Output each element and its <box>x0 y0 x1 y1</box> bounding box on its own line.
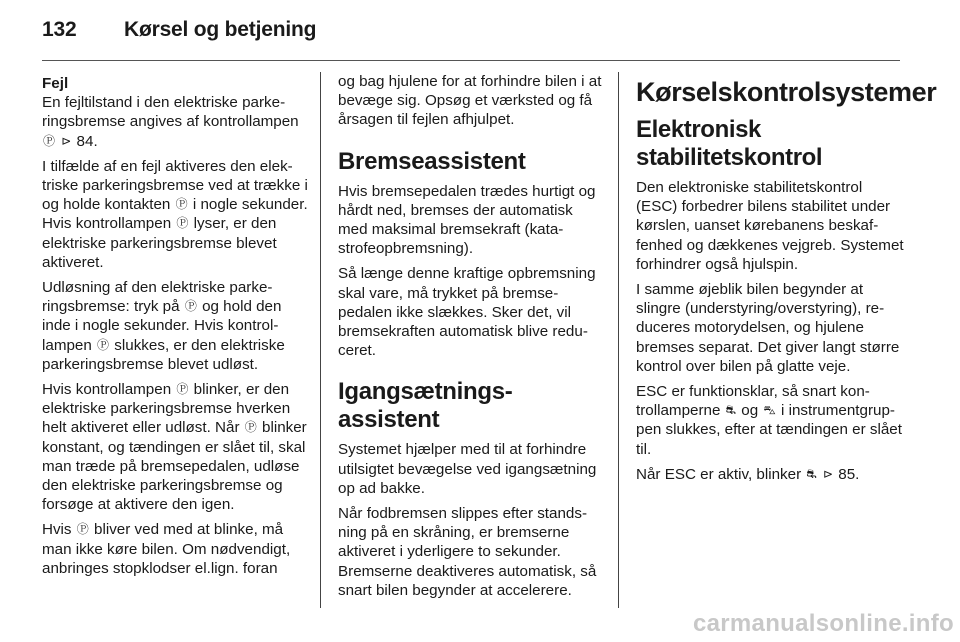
column-divider-2 <box>618 72 619 608</box>
text: Hvis <box>42 521 72 539</box>
brake-warning-icon: Ⓟ <box>97 337 110 352</box>
page-reference-icon: ⊳ <box>822 466 834 481</box>
heading-brake-assist: Bremseassistent <box>338 147 526 175</box>
brake-warning-icon: Ⓟ <box>244 420 257 435</box>
paragraph: Så længe denne kraftige opbremsning skal vare, må trykket på bremsepedalen ikke slækkes. Sker det, vil bremsekraften automatisk blive reduceret. <box>338 265 596 360</box>
text: i instrumentgruppen slukkes, efter at tændingen er slået til. <box>636 402 902 458</box>
text: blinker konstant, og tændingen er slået til, skal man træde på bremsepedalen, udløse den elektriske parkeringsbremse og forsøge at aktivere den igen. <box>42 419 307 514</box>
paragraph: I samme øjeblik bilen begynder at slingre (understyring/overstyring), reduceres motorydelsen, og hjulene bremses separat. Det giver langt større kontrol over bilen på glatte veje. <box>636 281 900 375</box>
heading-driving-control-systems: Kørselskontrolsystemer <box>636 77 937 107</box>
paragraph: Den elektroniske stabilitetskontrol (ESC) forbedrer bilens stabilitet under kørslen, uanset kørebanens beskaffenhed og dækkenes vejgreb. Systemet forhindrer også hjulspin. <box>636 179 904 273</box>
text: og <box>741 402 759 420</box>
brake-warning-icon: Ⓟ <box>184 299 197 314</box>
paragraph: Når fodbremsen slippes efter standsning på en skråning, er bremserne aktiveret i yderligere to sekunder. Bremserne deaktiveres automatisk, så snart bilen begynder at accelerere. <box>338 505 597 599</box>
page-header <box>42 18 902 48</box>
subheading-fault: Fejl <box>42 75 69 92</box>
heading-hill-start-assist: Igangsætnings-assistent <box>338 378 513 434</box>
text: lyser, er den elektriske parkeringsbremse blevet aktiveret. <box>42 215 277 271</box>
page-number: 132 <box>42 18 77 41</box>
brake-warning-icon: Ⓟ <box>43 133 56 148</box>
text: Når ESC er aktiv, blinker <box>636 465 802 483</box>
header-divider <box>42 60 900 61</box>
paragraph: Systemet hjælper med til at forhindre utilsigtet bevægelse ved igangsætning op ad bakke. <box>338 441 597 497</box>
brake-warning-icon: Ⓟ <box>175 197 188 212</box>
chapter-title: Kørsel og betjening <box>124 18 317 41</box>
paragraph <box>42 93 308 151</box>
paragraph: Hvis bremsepedalen trædes hurtigt og hårdt ned, bremses der automatisk med maksimal bremsekraft (katastrofeopbremsning). <box>338 182 596 258</box>
brake-warning-icon: Ⓟ <box>176 216 189 231</box>
text: og hold den inde i nogle sekunder. Hvis kontrollampen <box>42 298 282 354</box>
brake-warning-icon: Ⓟ <box>76 522 89 537</box>
esc-off-lamp-icon: ⛍ <box>763 403 776 418</box>
page-reference: 85. <box>838 465 860 483</box>
column-1 <box>42 74 308 584</box>
watermark: carmanualsonline.info <box>692 610 954 637</box>
paragraph <box>42 157 308 272</box>
paragraph <box>636 382 906 459</box>
page-reference: 84. <box>76 132 98 150</box>
column-2 <box>338 72 604 606</box>
text: slukkes, er den elektriske parkeringsbremse blevet udløst. <box>42 336 285 373</box>
column-3 <box>636 72 937 490</box>
text: i nogle sekunder. Hvis kontrollampen <box>42 196 308 233</box>
text: blinker, er den elektriske parkeringsbremse hverken helt aktiveret eller udløst. Når <box>42 381 291 437</box>
esc-lamp-icon: ⛐ <box>725 403 737 418</box>
text: ESC er funktionsklar, så snart kontrollamperne <box>636 383 870 420</box>
brake-warning-icon: Ⓟ <box>176 382 189 397</box>
paragraph <box>636 465 906 484</box>
esc-lamp-icon: ⛐ <box>806 466 817 481</box>
column-divider-1 <box>320 72 321 608</box>
text: En fejltilstand i den elektriske parkeringsbremse angives af kontrollampen <box>42 94 299 131</box>
text: Udløsning af den elektriske parkeringsbremse: tryk på <box>42 279 273 316</box>
heading-esc: Elektronisk stabilitetskontrol <box>636 116 823 171</box>
text: bliver ved med at blinke, må man ikke køre bilen. Om nødvendigt, anbringes stopklodser el.lign. foran <box>42 521 291 577</box>
paragraph <box>42 380 308 514</box>
paragraph: og bag hjulene for at forhindre bilen i at bevæge sig. Opsøg et værksted og få årsagen til fejlen afhjulpet. <box>338 73 602 129</box>
text: I tilfælde af en fejl aktiveres den elektriske parkeringsbremse ved at trække i og holde kontakten <box>42 157 308 214</box>
text: Hvis kontrollampen <box>42 381 172 399</box>
page-reference-icon: ⊳ <box>61 133 72 148</box>
paragraph <box>42 520 308 578</box>
paragraph <box>42 278 308 374</box>
